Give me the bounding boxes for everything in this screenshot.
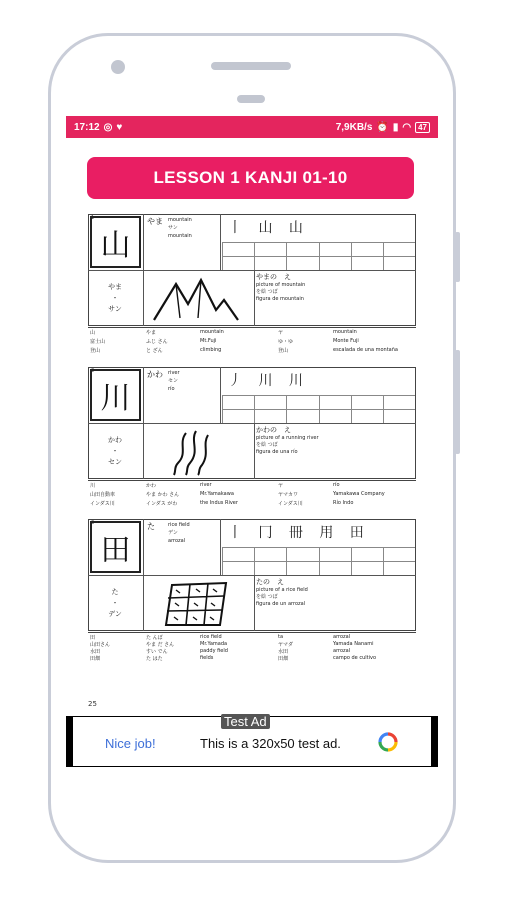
phone-screen bbox=[66, 116, 438, 767]
kanji-character: 山 bbox=[90, 216, 141, 268]
network-speed: 7,9KB/s bbox=[335, 121, 373, 133]
kun-reading: かわ bbox=[147, 370, 163, 379]
heart-icon: ♥ bbox=[116, 121, 123, 133]
vocab-table bbox=[88, 327, 416, 357]
kun-reading: た bbox=[147, 522, 155, 531]
status-time: 17:12 bbox=[74, 121, 100, 133]
kun-meaning: rice field bbox=[168, 522, 190, 528]
wifi-icon: ◠ bbox=[402, 121, 412, 133]
kanji-number: 1 bbox=[91, 215, 95, 221]
status-bar bbox=[66, 116, 438, 138]
ad-message[interactable]: This is a 320x50 test ad. bbox=[200, 736, 341, 751]
vocab-row: 富士山 ふじ さん Mt.Fuji ゆ・ゆ Monte Fuji bbox=[90, 338, 359, 345]
on-meaning: arrozal bbox=[168, 538, 186, 544]
ad-nice-label[interactable]: Nice job! bbox=[105, 736, 156, 751]
signal-icon: ▮ bbox=[392, 121, 399, 133]
vocab-row: 山田自動車 やま かわ さん Mr.Yamakawa ヤマカワ Yamakawa Company bbox=[90, 491, 385, 498]
ad-banner[interactable] bbox=[66, 716, 438, 767]
power-button bbox=[455, 350, 460, 454]
kanji-number: 2 bbox=[91, 368, 95, 374]
river-picture bbox=[146, 427, 242, 477]
kun-meaning: mountain bbox=[168, 217, 192, 223]
on-meaning: río bbox=[168, 386, 175, 392]
vocab-row: 田畑 た はた fields 田畑 campo de cultivo bbox=[90, 655, 377, 662]
lesson-title: LESSON 1 KANJI 01-10 bbox=[87, 157, 414, 199]
kanji-card bbox=[88, 214, 416, 356]
stroke-order: 丨 冂 冊 用 田 bbox=[228, 525, 370, 541]
vocab-row: 田 た んぼ rice field ta arrozal bbox=[90, 634, 351, 641]
whatsapp-icon: ◎ bbox=[103, 121, 113, 133]
practice-grid bbox=[222, 242, 415, 270]
lesson-page[interactable] bbox=[66, 138, 438, 716]
battery-indicator: 47 bbox=[415, 122, 430, 133]
on-reading: サン bbox=[168, 225, 178, 231]
front-camera bbox=[111, 60, 125, 74]
picture-caption: たの え picture of a rice field を絵 つぼ figura de un arrozal bbox=[256, 578, 308, 607]
alarm-icon: ⏰ bbox=[376, 121, 389, 133]
kanji-character: 田 bbox=[90, 521, 141, 573]
vocab-table bbox=[88, 480, 416, 510]
page-number: 25 bbox=[88, 700, 97, 708]
on-meaning: mountain bbox=[168, 233, 192, 239]
stroke-order: 丨 山 山 bbox=[228, 220, 309, 236]
vocab-row: 川 かわ river ヤ río bbox=[90, 482, 340, 489]
earpiece-speaker bbox=[211, 62, 291, 70]
stroke-order: 丿 川 川 bbox=[228, 373, 309, 389]
picture-caption: かわの え picture of a running river を絵 つぼ figura de una río bbox=[256, 426, 319, 455]
kanji-character: 川 bbox=[90, 369, 141, 421]
kun-meaning: river bbox=[168, 370, 180, 376]
kanji-card bbox=[88, 519, 416, 661]
vocab-table bbox=[88, 632, 416, 669]
volume-button bbox=[455, 232, 460, 282]
vocab-row: 山 やま mountain ヤ mountain bbox=[90, 329, 357, 336]
kanji-card bbox=[88, 367, 416, 509]
on-reading: セン bbox=[168, 378, 179, 384]
proximity-sensor bbox=[237, 95, 265, 103]
vocab-row: インダス川 インダス がわ the Indus River インダス川 Río Indo bbox=[90, 500, 354, 507]
mountain-picture bbox=[146, 274, 242, 324]
rice-field-picture bbox=[146, 579, 242, 629]
vocab-row: 山田さん やま だ さん Mr.Yamada ヤマダ Yamada Nanami bbox=[90, 641, 374, 648]
vocab-row: 水田 すい でん paddy field 水田 arrozal bbox=[90, 648, 351, 655]
kun-reading: やま bbox=[147, 217, 163, 226]
ad-choices-icon[interactable] bbox=[378, 732, 398, 752]
test-ad-label: Test Ad bbox=[221, 714, 270, 729]
practice-grid bbox=[222, 547, 415, 575]
practice-grid bbox=[222, 395, 415, 423]
readings-column: やま ・ サン bbox=[108, 282, 122, 313]
kanji-number: 3 bbox=[91, 520, 95, 526]
picture-caption: やまの え picture of mountain を絵 つぼ figura de mountain bbox=[256, 273, 306, 302]
readings-column: た ・ デン bbox=[108, 587, 122, 618]
readings-column: かわ ・ セン bbox=[108, 435, 122, 466]
on-reading: デン bbox=[168, 530, 178, 536]
vocab-row: 登山 と ざん climbing 登山 escalada de una montaña bbox=[90, 347, 398, 354]
